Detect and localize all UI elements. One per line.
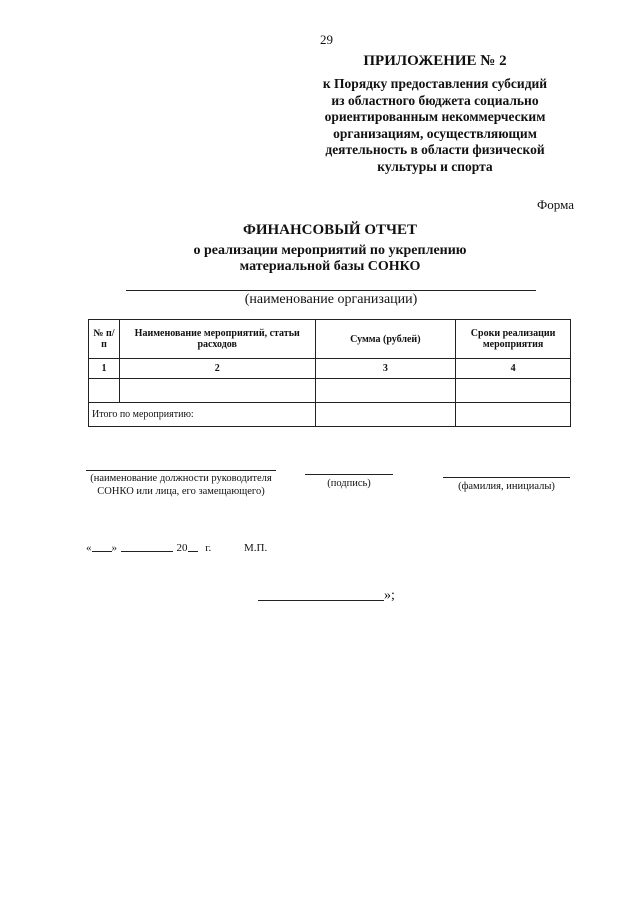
total-amount-cell[interactable] bbox=[315, 403, 456, 427]
table-cell[interactable] bbox=[456, 379, 571, 403]
column-number-cell: 4 bbox=[456, 359, 571, 379]
total-label: Итого по мероприятию: bbox=[89, 403, 316, 427]
header-number: № п/п bbox=[89, 320, 120, 359]
table-cell[interactable] bbox=[119, 379, 315, 403]
organization-caption: (наименование организации) bbox=[244, 292, 418, 307]
position-line bbox=[86, 470, 276, 471]
appendix-subtitle bbox=[300, 76, 570, 175]
financial-report-table bbox=[88, 319, 571, 427]
table-header-row bbox=[89, 320, 571, 359]
organization-name-line bbox=[126, 290, 536, 291]
table-cell[interactable] bbox=[315, 379, 456, 403]
closing-blank[interactable] bbox=[258, 588, 384, 601]
appendix-line: деятельность в области физической bbox=[325, 142, 545, 157]
name-caption: (фамилия, инициалы) bbox=[458, 481, 555, 492]
date-open-quote: « bbox=[86, 542, 92, 554]
page-number: 29 bbox=[320, 32, 333, 47]
closing-quote: »; bbox=[384, 588, 395, 603]
position-caption-line: СОНКО или лица, его замещающего) bbox=[97, 486, 265, 497]
day-blank[interactable] bbox=[92, 541, 112, 552]
table-row bbox=[89, 359, 571, 379]
total-deadline-cell[interactable] bbox=[456, 403, 571, 427]
signature-line bbox=[305, 474, 393, 475]
appendix-title: ПРИЛОЖЕНИЕ № 2 bbox=[363, 53, 507, 69]
date-row bbox=[86, 541, 267, 554]
appendix-line: к Порядку предоставления субсидий bbox=[322, 76, 548, 91]
column-number-cell: 3 bbox=[315, 359, 456, 379]
report-title: ФИНАНСОВЫЙ ОТЧЕТ bbox=[242, 222, 418, 238]
appendix-line: организациям, осуществляющим bbox=[333, 125, 537, 141]
column-number-cell: 2 bbox=[119, 359, 315, 379]
position-caption-line: (наименование должности руководителя bbox=[90, 473, 272, 484]
year-blank[interactable] bbox=[188, 541, 198, 552]
header-activity-name: Наименование мероприятий, статьи расходов bbox=[119, 320, 315, 359]
table-row bbox=[89, 379, 571, 403]
position-caption bbox=[78, 472, 284, 498]
name-line bbox=[443, 477, 570, 478]
table-total-row bbox=[89, 403, 571, 427]
forma-label: Форма bbox=[537, 197, 574, 212]
stamp-label: М.П. bbox=[244, 542, 268, 554]
appendix-line: ориентированным некоммерческим bbox=[324, 109, 546, 124]
report-subtitle-line: материальной базы СОНКО bbox=[239, 259, 421, 274]
closing-line bbox=[258, 588, 395, 604]
report-subtitle bbox=[140, 243, 520, 275]
column-number-cell: 1 bbox=[89, 359, 120, 379]
month-blank[interactable] bbox=[121, 541, 173, 552]
year-suffix: г. bbox=[205, 542, 212, 554]
report-subtitle-line: о реализации мероприятий по укреплению bbox=[193, 243, 467, 258]
date-close-quote: » bbox=[111, 542, 117, 554]
header-deadlines: Сроки реализации мероприятия bbox=[456, 320, 571, 359]
signature-caption: (подпись) bbox=[327, 478, 371, 489]
year-prefix: 20 bbox=[176, 542, 188, 554]
table-cell[interactable] bbox=[89, 379, 120, 403]
header-amount: Сумма (рублей) bbox=[315, 320, 456, 359]
appendix-line: из областного бюджета социально bbox=[331, 92, 539, 108]
appendix-line: культуры и спорта bbox=[377, 158, 493, 174]
